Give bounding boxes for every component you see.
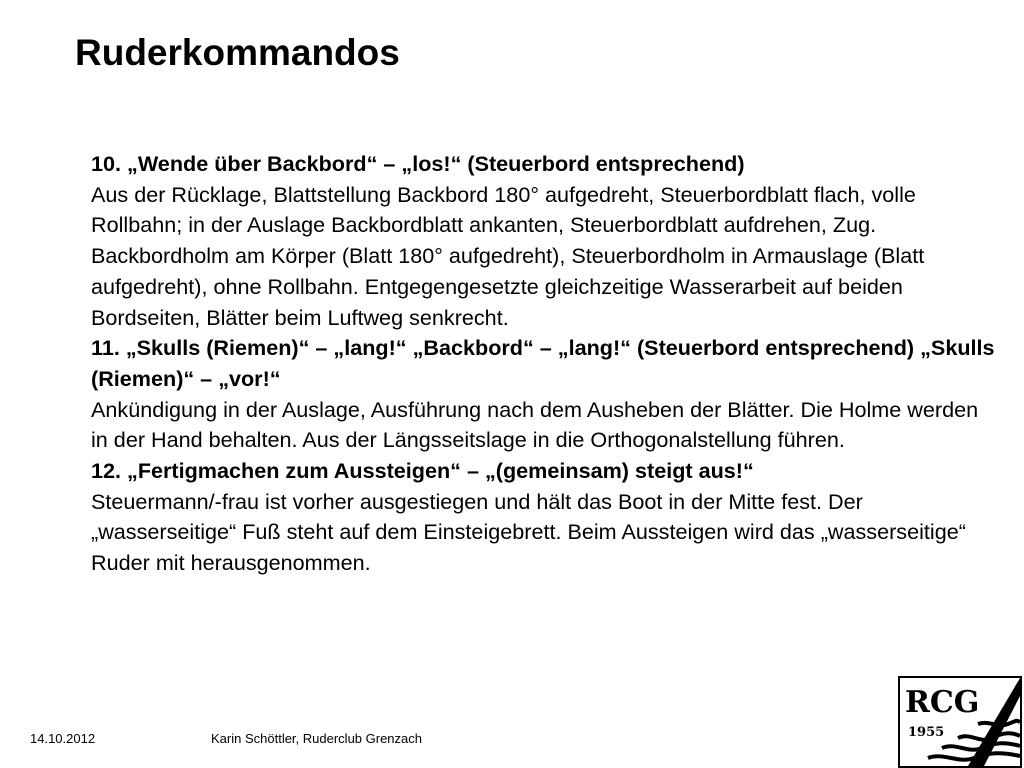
logo-year: 1955	[908, 725, 945, 740]
section-11-body: Ankündigung in der Auslage, Ausführung nach dem Ausheben der Blätter. Die Holme werden in der Hand behalten. Aus der Längsseitslage in die Orthogonalstellung führen.	[91, 396, 979, 453]
section-10-body: Aus der Rücklage, Blattstellung Backbord 180° aufgedreht, Steuerbordblatt flach, volle Rollbahn; in der Auslage Backbordblatt ankanten, Steuerbordblatt aufdrehen, Zug. Backbordholm am Körper (Blatt 180° aufgedreht), Steuerbordholm in Armauslage (Blatt aufgedreht), ohne Rollbahn. Entgegengesetzte gleichzeitige Wasserarbeit auf beiden Bordseiten, Blätter beim Luftweg senkrecht.	[91, 181, 925, 330]
section-12-heading: 12. „Fertigmachen zum Aussteigen“ – „(gemeinsam) steigt aus!“	[91, 458, 754, 484]
logo-text: RCG	[905, 685, 980, 720]
section-10-heading: 10. „Wende über Backbord“ – „los!“ (Steuerbord entsprechend)	[91, 151, 745, 176]
footer-author: Karin Schöttler, Ruderclub Grenzach	[211, 731, 422, 746]
club-logo	[898, 676, 1022, 768]
section-12-body: Steuermann/-frau ist vorher ausgestiegen und hält das Boot in der Mitte fest. Der „wasserseitige“ Fuß steht auf dem Einsteigebrett. Beim Aussteigen wird das „wasserseitige“ Ruder mit herausgenommen.	[91, 488, 966, 576]
footer-date: 14.10.2012	[30, 731, 96, 746]
slide-content	[91, 149, 996, 579]
section-11-heading: 11. „Skulls (Riemen)“ – „lang!“ „Backbord“ – „lang!“ (Steuerbord entsprechend) „Skulls (Riemen)“ – „vor!“	[91, 335, 995, 391]
page-title: Ruderkommandos	[75, 32, 400, 73]
